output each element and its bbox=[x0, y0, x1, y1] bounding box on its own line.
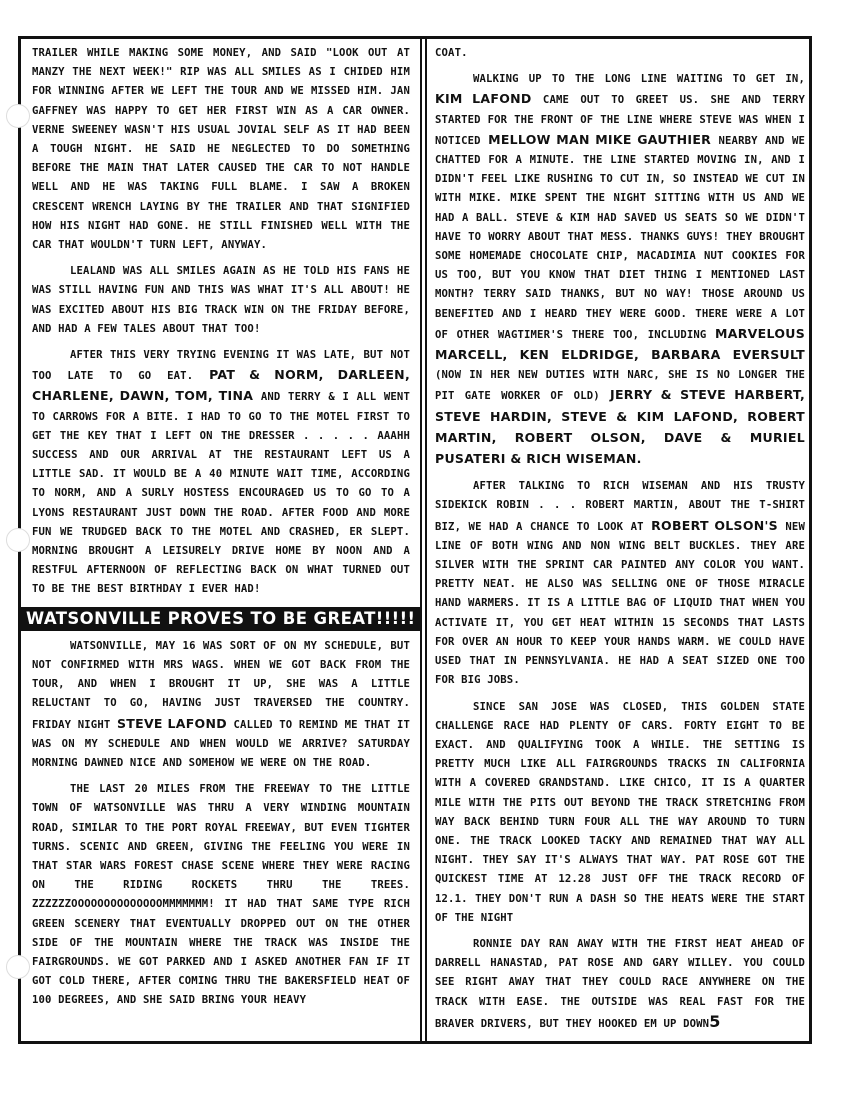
text: AFTER TALKING TO RICH WISEMAN AND HIS TRUSTY SIDEKICK ROBIN . . . ROBERT MARTIN, ABOUT THE T-SHIRT BIZ, WE HAD A CHANCE TO LOOK AT bbox=[435, 480, 805, 533]
paragraph: COAT. bbox=[435, 47, 468, 59]
column-divider bbox=[420, 36, 427, 1044]
punch-hole bbox=[6, 955, 30, 979]
text: CAME OUT TO GREET US. SHE AND TERRY STARTED FOR THE FRONT OF THE LINE WHERE STEVE WAS WHEN I NOTICED bbox=[435, 94, 806, 147]
paragraph: SINCE SAN JOSE WAS CLOSED, THIS GOLDEN STATE CHALLENGE RACE HAD PLENTY OF CARS. FORTY EIGHT TO BE EXACT. AND QUALIFYING TOOK A WHILE. THE SETTING IS PRETTY MUCH LIKE ALL FAIRGROUNDS TRACKS IN CALIFORNIA WITH A COVERED GRANDSTAND. LIKE CHICO, IT IS A QUARTER MILE WITH THE PITS OUT BEYOND THE TRACK STRETCHING FROM WAY BACK BEHIND TURN FOUR ALL THE WAY AROUND TO TURN ONE. THE TRACK LOOKED TACKY AND REMAINED THAT WAY ALL NIGHT. THEY SAY IT'S ALWAYS THAT WAY. PAT ROSE GOT THE QUICKEST TIME AT 12.28 JUST OFF THE TRACK RECORD OF 12.1. THEY DON'T RUN A DASH SO THE HEATS WERE THE START OF THE NIGHT bbox=[435, 700, 805, 924]
text: CALLED TO REMIND ME THAT IT WAS ON MY SCHEDULE AND WHEN WOULD WE ARRIVE? SATURDAY MORNING DAWNED NICE AND SOMEHOW WE WERE ON THE ROAD. bbox=[32, 718, 411, 769]
text: WATSONVILLE, MAY 16 WAS SORT OF ON MY SCHEDULE, BUT NOT CONFIRMED WITH MRS WAGS. WHEN WE GOT BACK FROM THE TOUR, AND WHEN I BROUGHT IT UP, SHE WAS A LITTLE RELUCTANT TO GO, HAVING JUST TRAVERSED THE COUNTRY. FRIDAY NIGHT bbox=[32, 639, 410, 731]
text: AFTER THIS VERY TRYING EVENING IT WAS LATE, BUT NOT TOO LATE TO GO EAT. bbox=[32, 349, 410, 383]
paragraph: LEALAND WAS ALL SMILES AGAIN AS HE TOLD HIS FANS HE WAS STILL HAVING FUN AND THIS WAS WHAT IT'S ALL ABOUT! HE WAS EXCITED ABOUT HIS BIG TRACK WIN ON THE FRIDAY BEFORE, AND HAD A FEW TALES ABOUT THAT TOO! bbox=[32, 265, 410, 335]
text: WALKING UP TO THE LONG LINE WAITING TO GET IN, bbox=[473, 73, 805, 86]
section-headline: WATSONVILLE PROVES TO BE GREAT!!!!! bbox=[20, 607, 422, 631]
bold-names: MARVELOUS MARCELL, KEN ELDRIDGE, BARBARA EVERSULT bbox=[435, 325, 805, 363]
paragraph bbox=[435, 935, 805, 1034]
bold-name: MELLOW MAN MIKE GAUTHIER bbox=[488, 131, 712, 147]
paragraph bbox=[32, 637, 410, 773]
bold-name: STEVE LAFOND bbox=[116, 715, 227, 731]
punch-hole bbox=[6, 528, 30, 552]
right-column bbox=[435, 44, 805, 1041]
bold-name: ROBERT OLSON'S bbox=[651, 517, 778, 533]
paragraph: TRAILER WHILE MAKING SOME MONEY, AND SAID "LOOK OUT AT MANZY THE NEXT WEEK!" RIP WAS ALL SMILES AS I CHIDED HIM FOR WINNING AFTER WE LEFT THE TOUR AND WE MISSED HIM. JAN GAFFNEY WAS HAPPY TO GET HER FIRST WIN AS A CAR OWNER. VERNE SWEENEY WASN'T HIS USUAL JOVIAL SELF AS IT HAD BEEN A TOUGH NIGHT. HE SAID HE NEGLECTED TO DO SOMETHING BEFORE THE MAIN THAT LATER CAUSED THE CAR TO NOT HANDLE WELL AND HE WAS TAKING FULL BLAME. I SAW A BROKEN CRESCENT WRENCH LAYING BY THE TRAILER AND THAT SIGNIFIED HOW HIS NIGHT HAD GONE. HE STILL FINISHED WELL WITH THE CAR THAT WOULDN'T TURN LEFT, ANYWAY. bbox=[32, 47, 410, 252]
paragraph bbox=[435, 477, 805, 690]
page-number: 5 bbox=[709, 1011, 721, 1031]
bold-names: PAT & NORM, DARLEEN, CHARLENE, DAWN, TOM, TINA bbox=[32, 367, 410, 404]
paragraph bbox=[32, 346, 410, 600]
bold-name: KIM LAFOND bbox=[435, 91, 532, 107]
text: RONNIE DAY RAN AWAY WITH THE FIRST HEAT AHEAD OF DARRELL HANASTAD, PAT ROSE AND GARY WILLEY. YOU COULD SEE RIGHT AWAY THAT THEY COULD RACE ANYWHERE ON THE TRACK WITH EASE. THE OUTSIDE WAS REAL FAST FOR THE BRAVER DRIVERS, BUT THEY HOOKED EM UP DOWN bbox=[435, 937, 805, 1030]
left-column bbox=[26, 44, 416, 1018]
paragraph: THE LAST 20 MILES FROM THE FREEWAY TO THE LITTLE TOWN OF WATSONVILLE WAS THRU A VERY WINDING MOUNTAIN ROAD, SIMILAR TO THE PORT ROYAL FREEWAY, BUT EVEN TIGHTER TURNS. SCENIC AND GREEN, GIVING THE FEELING YOU WERE IN THAT STAR WARS FOREST CHASE SCENE WHERE THEY WERE RACING ON THE RIDING ROCKETS THRU THE TREES. ZZZZZZOOOOOOOOOOOOOOMMMMMMM! IT HAD THAT SAME TYPE RICH GREEN SCENERY THAT EVENTUALLY DROPPED OUT ON THE OTHER SIDE OF THE MOUNTAIN WHERE THE TRACK WAS INSIDE THE FAIRGROUNDS. WE GOT PARKED AND I ASKED ANOTHER FAN IF IT GOT COLD THERE, AFTER COMING THRU THE BAKERSFIELD HEAT OF 100 DEGREES, AND SHE SAID BRING YOUR HEAVY bbox=[32, 783, 410, 1007]
punch-hole bbox=[6, 104, 30, 128]
text: NEARBY AND WE CHATTED FOR A MINUTE. THE LINE STARTED MOVING IN, AND I DIDN'T FEEL LIKE RUSHING TO CUT IN, SO INSTEAD WE CUT IN WITH MIKE. MIKE SPENT THE NIGHT SITTING WITH US AND WE HAD A BALL. STEVE & KIM HAD SAVED US SEATS SO WE DIDN'T HAVE TO WORRY ABOUT THAT MESS. THANKS GUYS! THEY BROUGHT SOME HOMEMADE CHOCOLATE CHIP, MACADIMIA NUT COOKIES FOR US TOO, BUT YOU KNOW THAT DIET THING I MENTIONED LAST MONTH? TERRY SAID THANKS, BUT NO WAY! THOSE AROUND US BENEFITED AND I HEARD THEY WERE GOOD. THERE WERE A LOT OF OTHER WAGTIMER'S THERE TOO, INCLUDING bbox=[435, 134, 806, 341]
paragraph bbox=[435, 70, 805, 470]
text: (NOW IN HER NEW DUTIES WITH NARC, SHE IS NO LONGER THE PIT GATE WORKER OF OLD) bbox=[435, 369, 805, 403]
bold-names: JERRY & STEVE HARBERT, STEVE HARDIN, STEVE & KIM LAFOND, ROBERT MARTIN, ROBERT OLSON, DAVE & MURIEL PUSATERI & RICH WISEMAN. bbox=[435, 387, 806, 467]
text: NEW LINE OF BOTH WING AND NON WING BELT BUCKLES. THEY ARE SILVER WITH THE SPRINT CAR PAINTED ANY COLOR YOU WANT. PRETTY NEAT. HE ALSO WAS SELLING ONE OF THOSE MIRACLE HAND WARMERS. IT IS A LITTLE BAG OF LIQUID THAT WHEN YOU ACTIVATE IT, YOU GET HEAT WITHIN 15 SECONDS THAT LASTS FOR OVER AN HOUR TO KEEP YOUR HANDS WARM. WE COULD HAVE USED THAT IN PENNSYLVANIA. HE HAD A SEAT SIZED ONE TOO FOR BIG JOBS. bbox=[435, 520, 805, 687]
text: AND TERRY & I ALL WENT TO CARROWS FOR A BITE. I HAD TO GO TO THE MOTEL FIRST TO GET THE KEY THAT I LEFT ON THE DRESSER . . . . . AAAHH SUCCESS AND OUR ARRIVAL AT THE RESTAURANT LEFT US A LITTLE SAD. IT WOULD BE A 40 MINUTE WAIT TIME, ACCORDING TO NORM, AND A SURLY HOSTESS ENCOURAGED US TO GO TO A LYONS RESTAURANT JUST DOWN THE ROAD. AFTER FOOD AND MORE FUN WE TRUDGED BACK TO THE MOTEL AND CRASHED, ER SLEPT. MORNING BROUGHT A LEISURELY DRIVE HOME BY NOON AND A RESTFUL AFTERNOON OF REFLECTING BACK ON WHAT TURNED OUT TO BE THE BEST BIRTHDAY I EVER HAD! bbox=[32, 391, 410, 596]
